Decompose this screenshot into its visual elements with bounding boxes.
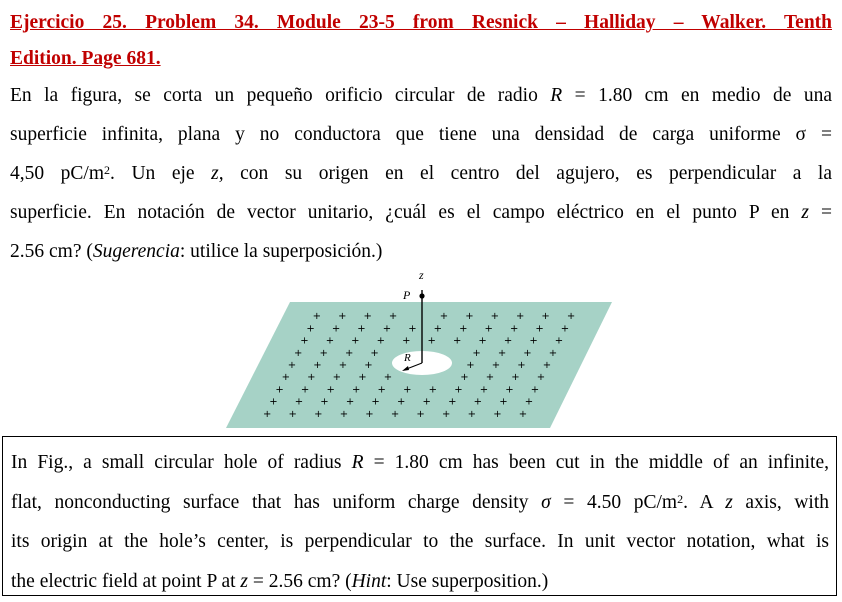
charged-plane-figure	[220, 266, 620, 434]
charge-sign: +	[542, 360, 552, 371]
charge-sign: +	[529, 335, 538, 347]
spanish-problem-text	[10, 76, 832, 271]
charge-sign: +	[307, 372, 316, 384]
charge-sign: +	[428, 384, 437, 396]
charge-sign: +	[566, 311, 576, 323]
charge-sign: +	[312, 311, 321, 323]
charge-sign: +	[382, 323, 392, 335]
charge-sign: +	[560, 323, 570, 335]
charge-sign: +	[403, 384, 412, 396]
charge-sign: +	[376, 335, 385, 347]
charge-sign: +	[325, 335, 335, 347]
english-line-4: the electric field at point P at z = 2.56 cm? (Hint: Use superposition.)	[11, 570, 549, 592]
charge-sign: +	[505, 384, 514, 396]
charge-sign: +	[416, 408, 425, 420]
charge-sign: +	[503, 335, 513, 347]
charge-sign: +	[287, 360, 297, 371]
charge-sign: +	[320, 396, 329, 408]
charge-sign: +	[263, 408, 272, 420]
charge-sign: +	[493, 408, 502, 420]
charge-sign: +	[448, 396, 457, 408]
charge-sign: +	[408, 323, 417, 335]
point-p-dot	[419, 293, 424, 298]
spanish-line-4: superficie. En notación de vector unitario, ¿cuál es el campo eléctrico en el punto P en z =	[10, 202, 832, 223]
charge-sign: +	[390, 408, 400, 420]
charge-sign: +	[300, 335, 309, 347]
english-line-1: In Fig., a small circular hole of radius R = 1.80 cm has been cut in the middle of an infinite,	[11, 452, 829, 473]
charge-sign: +	[402, 335, 411, 347]
spanish-line-3: 4,50 $pC/m^2$. Un eje z, con su origen en el centro del agujero, es perpendicular a la	[10, 163, 833, 184]
charge-sign: +	[499, 396, 508, 408]
english-line-3: its origin at the hole’s center, is perpendicular to the surface. In unit vector notation, what is	[11, 531, 829, 552]
charge-sign: +	[363, 311, 372, 323]
charge-sign: +	[371, 396, 380, 408]
charge-sign: +	[275, 384, 284, 396]
spanish-line-1: En la figura, se corta un pequeño orificio circular de radio R = 1.80 cm en medio de una	[10, 85, 832, 106]
charge-sign: +	[467, 408, 476, 420]
charge-sign: +	[491, 360, 501, 371]
charge-sign: +	[313, 360, 322, 371]
charge-sign: +	[319, 347, 328, 359]
charge-sign: +	[377, 384, 386, 396]
charge-sign: +	[306, 323, 315, 335]
charge-sign: +	[339, 408, 349, 420]
charge-sign: +	[364, 360, 373, 371]
charge-sign: +	[485, 372, 495, 384]
charge-sign: +	[459, 323, 468, 335]
charge-sign: +	[530, 384, 540, 396]
charge-sign: +	[536, 372, 546, 384]
charge-sign: +	[473, 396, 482, 408]
charge-sign: +	[460, 372, 469, 384]
english-problem-text	[11, 443, 829, 601]
spanish-line-5: 2.56 cm? (Sugerencia: utilice la superposición.)	[10, 241, 383, 262]
spanish-line-2: superficie infinita, plana y no conductora que tiene una densidad de carga uniforme σ =	[10, 124, 832, 145]
z-axis-label: z	[419, 268, 424, 282]
charge-sign: +	[490, 311, 499, 323]
charge-sign: +	[524, 396, 534, 408]
charge-sign: +	[332, 372, 341, 384]
charge-sign: +	[397, 396, 406, 408]
charge-sign: +	[454, 384, 463, 396]
charge-sign: +	[294, 347, 303, 359]
charge-sign: +	[269, 396, 278, 408]
charge-sign: +	[511, 372, 520, 384]
charge-sign: +	[288, 408, 297, 420]
point-p-label: P	[403, 288, 411, 302]
charge-sign: +	[554, 335, 564, 347]
charge-sign: +	[383, 372, 393, 384]
charge-sign: +	[345, 396, 355, 408]
radius-label: R	[404, 352, 411, 364]
charge-sign: +	[326, 384, 335, 396]
charge-sign: +	[465, 311, 474, 323]
charge-sign: +	[442, 408, 451, 420]
charge-sign: +	[357, 323, 366, 335]
charge-sign: +	[484, 323, 493, 335]
charge-sign: +	[300, 384, 310, 396]
charge-sign: +	[478, 335, 487, 347]
charge-sign: +	[294, 396, 304, 408]
charge-sign: +	[453, 335, 462, 347]
charge-sign: +	[548, 347, 558, 359]
charge-sign: +	[370, 347, 379, 359]
charge-sign: +	[472, 347, 481, 359]
charge-sign: +	[331, 323, 341, 335]
charge-sign: +	[314, 408, 323, 420]
english-problem-box	[2, 436, 837, 596]
charge-sign: +	[517, 360, 526, 371]
charge-sign: +	[516, 311, 525, 323]
charge-sign: +	[351, 335, 360, 347]
charge-sign: +	[281, 372, 290, 384]
charge-sign: +	[433, 323, 442, 335]
charge-sign: +	[365, 408, 374, 420]
charge-sign: +	[497, 347, 507, 359]
charge-sign: +	[541, 311, 550, 323]
charge-sign: +	[535, 323, 544, 335]
charge-sign: +	[338, 311, 347, 323]
charge-sign: +	[388, 311, 398, 323]
exercise-title-line-2: Edition. Page 681.	[10, 48, 161, 69]
english-line-2: flat, nonconducting surface that has uniform charge density σ = 4.50 $pC/m^2$. A z axis, with	[11, 491, 830, 513]
charge-sign: +	[466, 360, 475, 371]
exercise-title-line-1: Ejercicio 25. Problem 34. Module 23-5 from Resnick – Halliday – Walker. Tenth	[10, 12, 832, 33]
charge-sign: +	[422, 396, 431, 408]
charge-sign: +	[345, 347, 354, 359]
charge-sign: +	[427, 335, 436, 347]
charge-sign: +	[510, 323, 519, 335]
charge-sign: +	[338, 360, 348, 371]
charge-sign: +	[518, 408, 528, 420]
charge-sign: +	[358, 372, 367, 384]
charge-sign: +	[479, 384, 489, 396]
charge-sign: +	[523, 347, 532, 359]
charge-sign: +	[439, 311, 449, 323]
charge-sign: +	[352, 384, 361, 396]
